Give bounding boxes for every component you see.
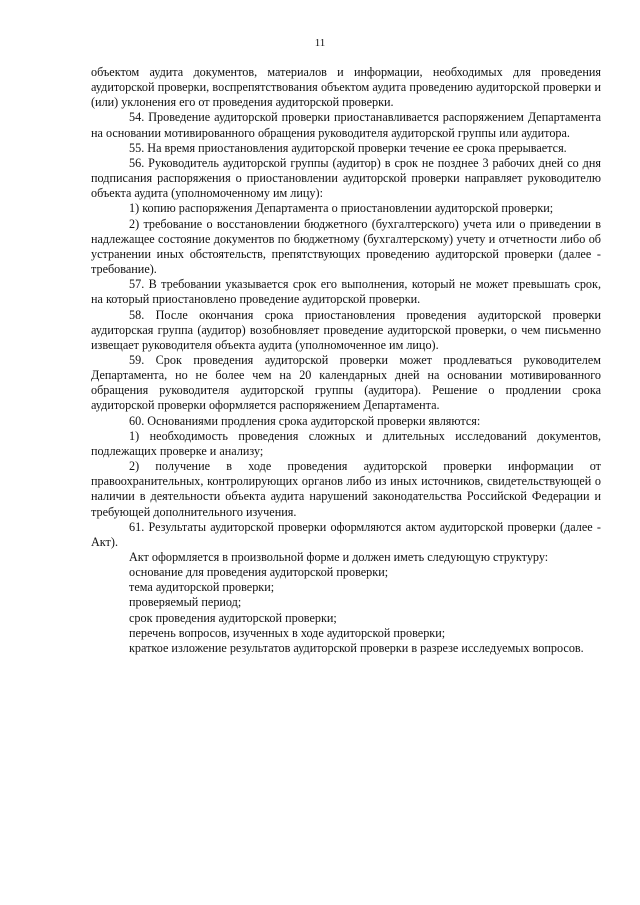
act-structure-item: краткое изложение результатов аудиторской проверки в разрезе исследуемых вопросов. <box>129 640 584 655</box>
paragraph-60: 60. Основаниями продления срока аудиторской проверки являются: <box>129 413 481 428</box>
page-number: 11 <box>314 37 326 49</box>
paragraph-56-item-1: 1) копию распоряжения Департамента о приостановлении аудиторской проверки; <box>129 201 554 216</box>
paragraph-61: 61. Результаты аудиторской проверки оформляются актом аудиторской проверки (далее - Акт). <box>91 519 601 549</box>
paragraph-continuation: объектом аудита документов, материалов и информации, необходимых для проведения аудиторской проверки, воспрепятствования объектом аудита проведению аудиторской проверки и (или) уклонения его от проведения аудиторской проверки. <box>91 65 601 110</box>
paragraph-58: 58. После окончания срока приостановления проведения аудиторской проверки аудиторская группа (аудитор) возобновляет проведение аудиторской проверки, о чем письменно извещает руководителя объекта аудита (уполномоченное им лицо). <box>91 307 601 352</box>
act-structure-item: проверяемый период; <box>129 595 242 610</box>
act-structure-item: срок проведения аудиторской проверки; <box>129 610 337 625</box>
act-structure-item: тема аудиторской проверки; <box>129 580 275 595</box>
paragraph-59: 59. Срок проведения аудиторской проверки может продлеваться руководителем Департамента, но не более чем на 20 календарных дней на основании мотивированного обращения руководителя аудиторской группы (аудитора). Решение о продлении срока аудиторской проверки оформляется распоряжением Департамента. <box>91 352 601 413</box>
document-body <box>91 65 601 656</box>
act-structure-item: основание для проведения аудиторской проверки; <box>129 565 389 580</box>
paragraph-55: 55. На время приостановления аудиторской проверки течение ее срока прерывается. <box>129 140 567 155</box>
act-structure-item: перечень вопросов, изученных в ходе аудиторской проверки; <box>129 625 446 640</box>
paragraph-56-item-2: 2) требование о восстановлении бюджетного (бухгалтерского) учета или о приведении в надлежащее состояние документов по бюджетному (бухгалтерскому) учету и отчетности либо об устранении иных обстоятельств, препятствующих проведению аудиторской проверки (далее - требование). <box>91 216 601 277</box>
paragraph-60-item-2: 2) получение в ходе проведения аудиторской проверки информации от правоохранительных, контролирующих органов либо из иных источников, свидетельствующей о наличии в деятельности объекта аудита нарушений законодательства Российской Федерации и требующей дополнительного изучения. <box>91 459 601 519</box>
paragraph-56: 56. Руководитель аудиторской группы (аудитор) в срок не позднее 3 рабочих дней со дня подписания распоряжения о приостановлении аудиторской проверки направляет руководителю объекта аудита (уполномоченному им лицу): <box>91 155 601 201</box>
paragraph-act-structure: Акт оформляется в произвольной форме и должен иметь следующую структуру: <box>129 550 549 564</box>
paragraph-57: 57. В требовании указывается срок его выполнения, который не может превышать срок, на который приостановлено проведение аудиторской проверки. <box>91 277 601 307</box>
paragraph-54: 54. Проведение аудиторской проверки приостанавливается распоряжением Департамента на основании мотивированного обращения руководителя аудиторской группы или аудитора. <box>91 110 601 140</box>
paragraph-60-item-1: 1) необходимость проведения сложных и длительных исследований документов, подлежащих проверке и анализу; <box>91 428 601 458</box>
